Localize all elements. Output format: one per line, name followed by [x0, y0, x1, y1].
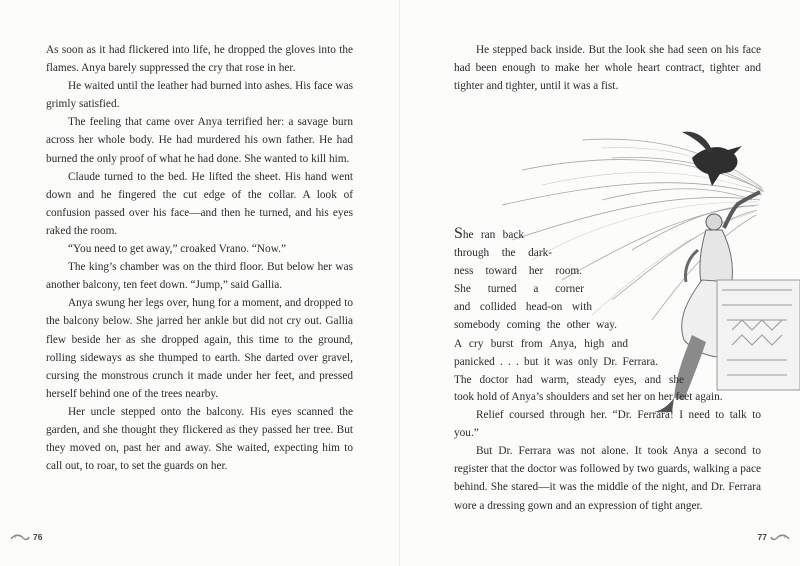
text-line: panicked . . . but it was only Dr. Ferrara.	[454, 355, 658, 368]
paragraph: “You need to get away,” croaked Vrano. “Now.”	[68, 243, 286, 256]
paragraph: Claude turned to the bed. He lifted the sheet. His hand went down and he fingered the cut edge of the collar. A look of confusion passed over his face—and then he turned, and his eyes raked the room.	[46, 170, 353, 237]
page-number-right	[758, 532, 790, 542]
paragraph: But Dr. Ferrara was not alone. It took Anya a second to register that the doctor was followed by two guards, walking a pace behind. She stared—it was the middle of the night, and Dr. Ferrara wore a dressing gown and an expression of tight anger.	[454, 445, 761, 512]
page-number-left	[10, 532, 42, 542]
right-page-top-text	[454, 41, 761, 95]
text-line: A cry burst from Anya, high and	[454, 337, 628, 350]
left-page-text	[46, 41, 353, 475]
text-line: somebody coming the other way.	[454, 319, 617, 332]
text-line: ness toward her room.	[454, 265, 582, 278]
text-line: and collided head-on with	[454, 301, 592, 314]
paragraph: Anya swung her legs over, hung for a moment, and dropped to the balcony below. She jarred her ankle but did not cry out. Gallia flew beside her as she dropped again, this time to the ground, rolling sideways as she thumped to earth. She darted over gravel, cursing the monstrous crunch it made under her feet, and pressed herself behind one of the trees nearby.	[46, 297, 353, 400]
leaf-flourish-icon	[10, 532, 30, 542]
page-number: 77	[757, 532, 767, 542]
paragraph: As soon as it had flickered into life, he dropped the gloves into the flames. Anya barely suppressed the cry that rose in her.	[46, 44, 353, 75]
wrapped-text-block	[454, 225, 684, 389]
text-line: he ran back	[462, 229, 524, 241]
paragraph: He waited until the leather had burned into ashes. His face was grimly satisfied.	[46, 80, 353, 111]
paragraph: Relief coursed through her. “Dr. Ferrara! I need to talk to you.”	[454, 409, 761, 440]
drop-cap: S	[454, 225, 463, 242]
balcony-ledge	[717, 280, 800, 390]
paragraph: Her uncle stepped onto the balcony. His eyes scanned the garden, and she thought they flickered as they passed her tree. But they moved on, past her and away. She waited, expecting him to call out, to roar, to set the guards on her.	[46, 405, 353, 473]
paragraph: The feeling that came over Anya terrified her: a savage burn across her whole body. He had murdered his own father. He had burned the only proof of what he had done. She wanted to kill him.	[46, 116, 353, 165]
text-line: through the dark-	[454, 247, 552, 260]
text-line: took hold of Anya’s shoulders and set her on her feet again.	[454, 391, 723, 403]
page-number: 76	[33, 532, 43, 542]
right-page-bottom-text	[454, 388, 761, 515]
text-line: The doctor had warm, steady eyes, and she	[454, 373, 684, 386]
paragraph: The king’s chamber was on the third floor. But below her was another balcony, ten feet down. “Jump,” said Gallia.	[46, 261, 353, 292]
paragraph: He stepped back inside. But the look she had seen on his face had been enough to make her whole heart contract, tighter and tighter and tighter, until it was a fist.	[454, 44, 761, 93]
right-page	[400, 0, 800, 566]
text-line: She turned a corner	[454, 283, 584, 296]
leaf-flourish-icon	[770, 532, 790, 542]
